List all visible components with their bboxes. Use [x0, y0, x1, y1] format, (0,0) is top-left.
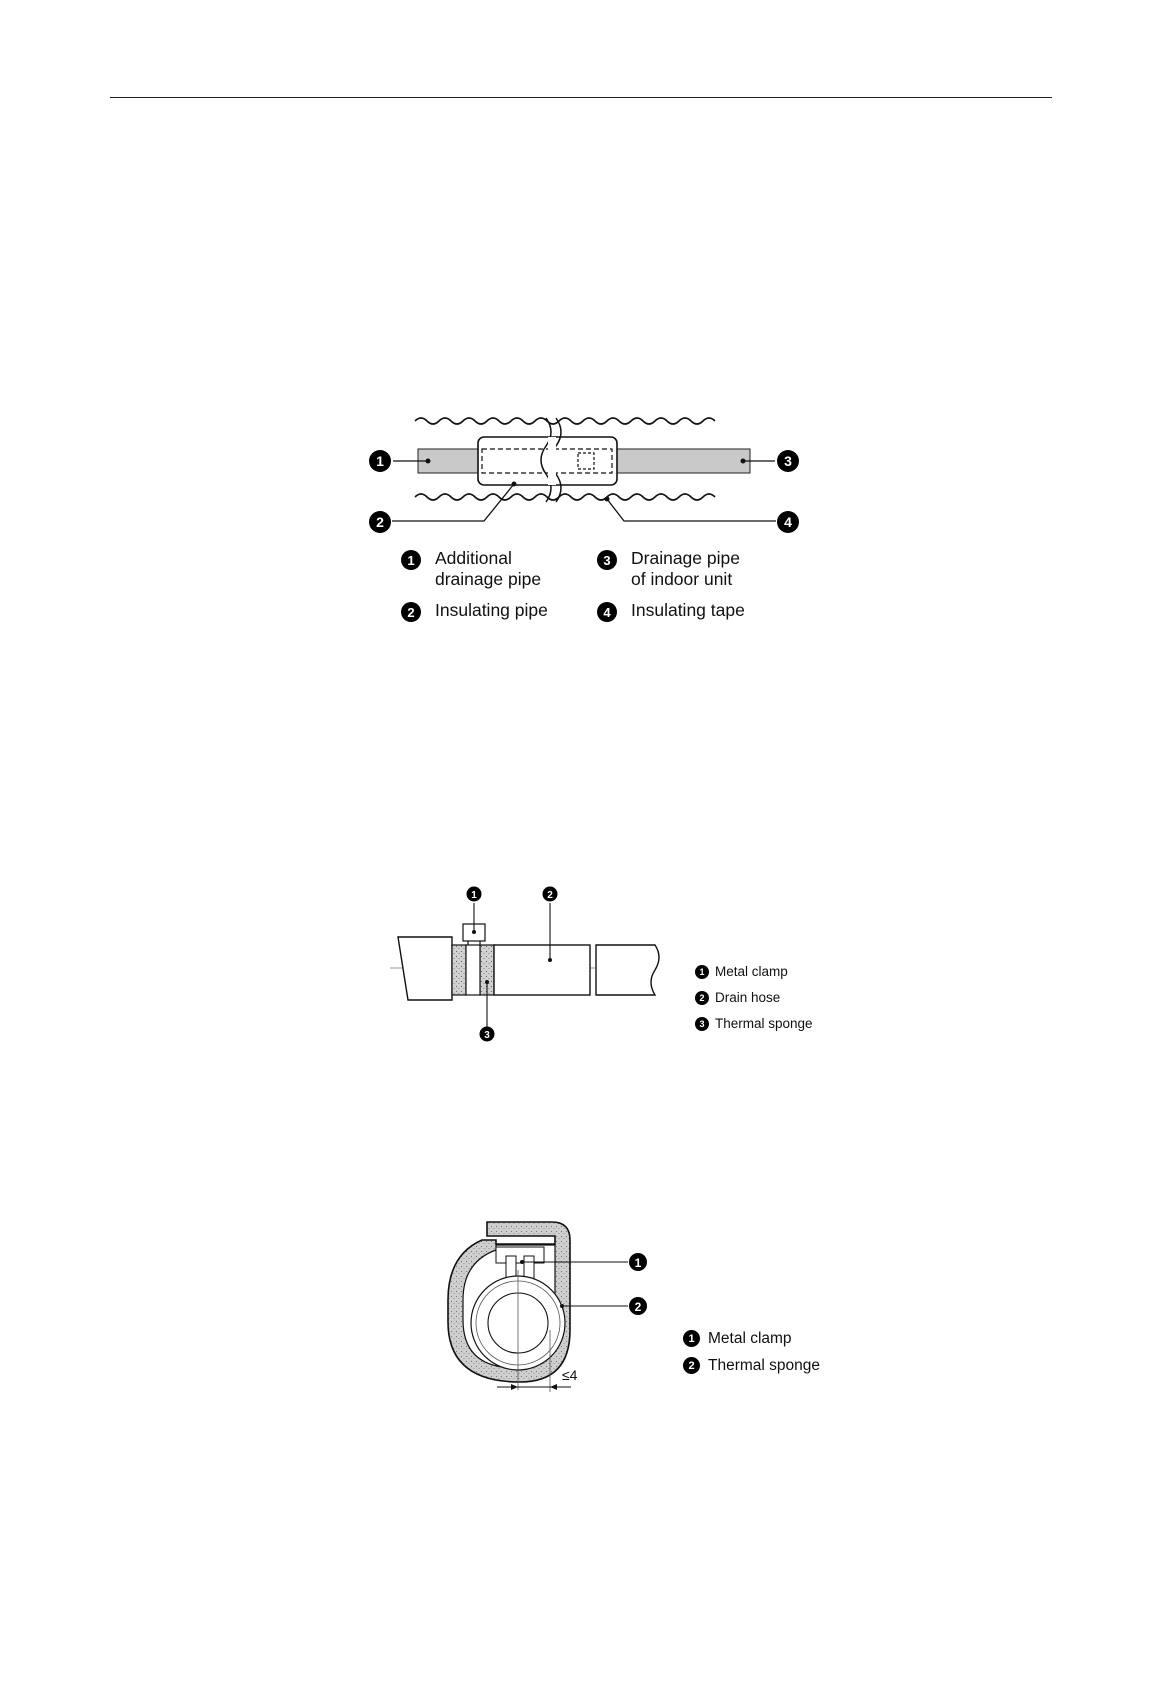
- thermal-sponge-left: [452, 945, 466, 995]
- drainage-pipe-diagram: [350, 405, 810, 545]
- legend-label: Drainage pipe: [631, 548, 740, 568]
- legend-item-indoor-unit-drainage-pipe: [597, 548, 740, 590]
- legend-item-insulating-pipe: [401, 600, 548, 622]
- drain-hose: [494, 945, 590, 995]
- legend-item-metal-clamp: [683, 1330, 792, 1349]
- legend-badge: 1: [401, 550, 421, 570]
- callout-1: [467, 887, 482, 902]
- legend-item-additional-drainage-pipe: [401, 548, 541, 590]
- legend-badge: 3: [597, 550, 617, 570]
- thermal-sponge-cross-section: [440, 1215, 660, 1405]
- callout-2: [629, 1297, 647, 1315]
- figure-thermal-sponge-wrap: [440, 1215, 660, 1405]
- legend-item-insulating-tape: [597, 600, 745, 622]
- legend-label: Thermal sponge: [708, 1357, 821, 1374]
- callout-4: [777, 511, 799, 533]
- figure-drain-hose-clamp: [380, 875, 670, 1040]
- insulating-tape-top-edge: [415, 418, 715, 424]
- legend-badge: 3: [695, 1017, 709, 1031]
- callout-1: [629, 1253, 647, 1271]
- legend-badge: 1: [695, 965, 709, 979]
- legend-item-metal-clamp: [695, 964, 788, 980]
- dimension-label: ≤4: [562, 1367, 578, 1383]
- svg-text:4: 4: [784, 514, 792, 530]
- legend-label: Metal clamp: [715, 964, 788, 979]
- legend-label-line2: drainage pipe: [435, 569, 542, 589]
- svg-text:2: 2: [547, 890, 553, 901]
- drain-outlet: [398, 937, 452, 1000]
- legend-badge: 2: [695, 991, 709, 1005]
- legend-badge: 4: [597, 602, 617, 622]
- svg-text:2: 2: [376, 514, 384, 530]
- legend-label: Metal clamp: [708, 1330, 792, 1347]
- svg-text:3: 3: [784, 453, 792, 469]
- legend-label: Insulating tape: [631, 600, 745, 620]
- svg-text:3: 3: [484, 1030, 490, 1041]
- legend-label: Thermal sponge: [715, 1016, 813, 1031]
- metal-clamp: [496, 1247, 544, 1263]
- drain-hose-clamp-diagram: [380, 875, 670, 1040]
- svg-text:1: 1: [634, 1256, 642, 1270]
- callout-3: [480, 1027, 495, 1042]
- indoor-unit-drainage-pipe: [617, 449, 750, 473]
- callout-2: [369, 511, 391, 533]
- header-rule: [110, 97, 1052, 98]
- legend-label: Drain hose: [715, 990, 781, 1005]
- legend-label: Insulating pipe: [435, 600, 548, 620]
- legend-badge: 2: [401, 602, 421, 622]
- legend-label-line2: of indoor unit: [631, 569, 733, 589]
- legend-label: Additional: [435, 548, 512, 568]
- callout-3: [777, 450, 799, 472]
- callout-1: [369, 450, 391, 472]
- legend-item-drain-hose: [695, 990, 780, 1006]
- insulating-tape-bottom-edge: [415, 494, 715, 500]
- legend-item-thermal-sponge: [683, 1357, 820, 1376]
- callout-2: [543, 887, 558, 902]
- svg-text:1: 1: [376, 453, 384, 469]
- legend-item-thermal-sponge: [695, 1016, 813, 1032]
- svg-text:1: 1: [471, 890, 477, 901]
- legend-badge: 1: [683, 1330, 700, 1347]
- drain-hose-far: [596, 945, 659, 995]
- figure-drainage-pipe-connection: [350, 405, 810, 545]
- legend-badge: 2: [683, 1357, 700, 1374]
- svg-text:2: 2: [634, 1300, 642, 1314]
